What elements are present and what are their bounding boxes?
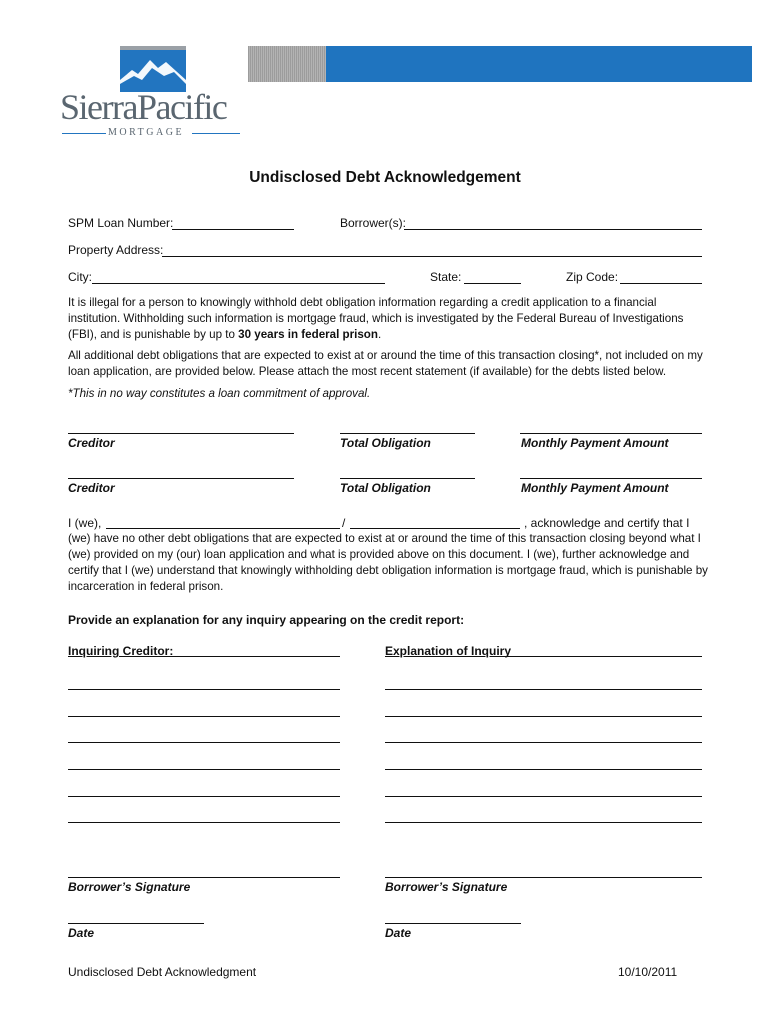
loan-number-field[interactable] [172, 229, 294, 230]
brand-name: SierraPacific [60, 87, 227, 127]
explanation-label: Explanation of Inquiry [385, 644, 512, 658]
header-blue-band [326, 46, 752, 82]
property-address-field[interactable] [162, 256, 702, 257]
borrower-name-field-1[interactable] [106, 528, 340, 529]
creditor-label-2: Creditor [68, 481, 115, 495]
inquiring-creditor-label: Inquiring Creditor: [68, 644, 174, 658]
borrower-signature-label-2: Borrower’s Signature [385, 880, 508, 894]
creditor-field-2[interactable] [68, 478, 294, 479]
brand-subtitle: MORTGAGE [108, 127, 185, 138]
footer-form-name: Undisclosed Debt Acknowledgment [68, 965, 257, 979]
inquiry-creditor-field-4[interactable] [68, 769, 340, 770]
monthly-payment-field-1[interactable] [520, 433, 702, 434]
inquiry-explanation-field-6[interactable] [385, 822, 702, 823]
zip-label: Zip Code: [566, 270, 619, 284]
header-gray-band [248, 46, 326, 82]
document-title: Undisclosed Debt Acknowledgement [249, 169, 521, 186]
fraud-warning-paragraph [68, 295, 708, 343]
total-obligation-label-2: Total Obligation [340, 481, 431, 495]
inquiry-creditor-field-3[interactable] [68, 742, 340, 743]
creditor-field-1[interactable] [68, 433, 294, 434]
warning-text: It is illegal for a person to knowingly withhold debt obligation information regarding a credit application to a financial institution. Withholding such information is mortgage fraud, which is investigated by the Federal Bureau of Investigations (FBI), and is punishable by up to [68, 296, 684, 341]
date-field-2[interactable] [385, 923, 521, 924]
monthly-payment-label-2: Monthly Payment Amount [521, 481, 669, 495]
total-obligation-field-2[interactable] [340, 478, 475, 479]
creditor-label-1: Creditor [68, 436, 115, 450]
certification-slash: / [342, 516, 346, 530]
borrower-signature-field-2[interactable] [385, 877, 702, 878]
inquiry-explanation-field-5[interactable] [385, 796, 702, 797]
inquiry-creditor-field-6[interactable] [68, 822, 340, 823]
inquiry-creditor-field-2[interactable] [68, 716, 340, 717]
inquiry-creditor-field-5[interactable] [68, 796, 340, 797]
inquiry-explanation-field-3[interactable] [385, 742, 702, 743]
property-address-label: Property Address: [68, 243, 164, 257]
certification-prefix: I (we), [68, 516, 102, 530]
date-label-1: Date [68, 926, 95, 940]
brand-rule-right [192, 133, 240, 134]
footnote: *This in no way constitutes a loan commitment of approval. [68, 387, 371, 400]
logo-top-bar [120, 46, 186, 50]
city-field[interactable] [92, 283, 385, 284]
certification-suffix: , acknowledge and certify that I [524, 516, 690, 530]
loan-number-label: SPM Loan Number: [68, 216, 174, 230]
zip-field[interactable] [620, 283, 702, 284]
warning-bold-text: 30 years in federal prison [238, 328, 378, 341]
inquiry-explanation-field-1[interactable] [385, 689, 702, 690]
borrower-name-field-2[interactable] [350, 528, 520, 529]
inquiry-explanation-field-4[interactable] [385, 769, 702, 770]
borrower-signature-field-1[interactable] [68, 877, 340, 878]
brand-rule-left [62, 133, 106, 134]
additional-debts-paragraph: All additional debt obligations that are expected to exist at or around the time of this transaction closing*, not included on my loan application, are provided below. Please attach the most recent statement (if available) for the debts listed below. [68, 349, 703, 378]
warning-period: . [377, 328, 382, 341]
inquiry-heading: Provide an explanation for any inquiry appearing on the credit report: [68, 613, 465, 627]
date-field-1[interactable] [68, 923, 204, 924]
inquiring-creditor-header-line [168, 656, 340, 657]
borrowers-label: Borrower(s): [340, 216, 407, 230]
monthly-payment-label-1: Monthly Payment Amount [521, 436, 669, 450]
inquiry-creditor-field-1[interactable] [68, 689, 340, 690]
state-label: State: [430, 270, 462, 284]
city-label: City: [68, 270, 92, 284]
state-field[interactable] [464, 283, 521, 284]
inquiry-explanation-field-2[interactable] [385, 716, 702, 717]
explanation-header-line [503, 656, 702, 657]
monthly-payment-field-2[interactable] [520, 478, 702, 479]
borrower-signature-label-1: Borrower’s Signature [68, 880, 191, 894]
total-obligation-field-1[interactable] [340, 433, 475, 434]
certification-body: (we) have no other debt obligations that are expected to exist at or around the time of this transaction closing beyond what I (we) provided on my (our) loan application and what is provided above on this document. I (we), further acknowledge and certify that I (we) understand that knowingly withholding debt obligation information is mortgage fraud, which is punishable by incarceration in federal prison. [68, 532, 708, 593]
date-label-2: Date [385, 926, 412, 940]
total-obligation-label-1: Total Obligation [340, 436, 431, 450]
borrowers-field[interactable] [404, 229, 702, 230]
footer-revision-date: 10/10/2011 [618, 965, 678, 979]
